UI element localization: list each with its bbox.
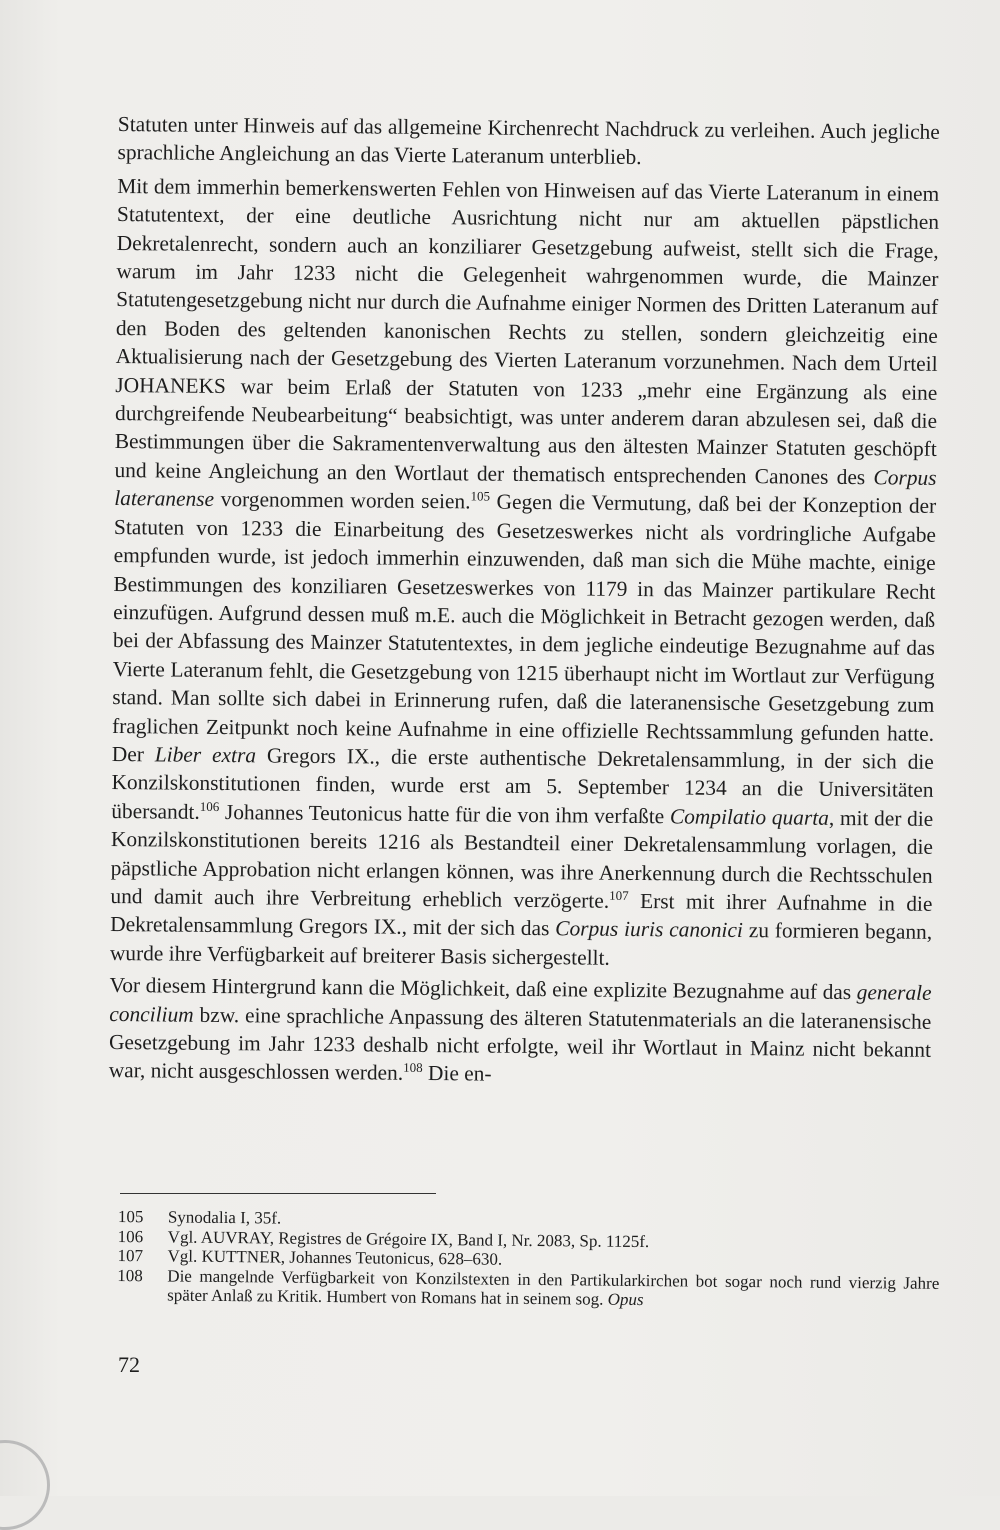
- footnote-number: 105: [117, 1207, 144, 1227]
- footnote-number: 108: [117, 1265, 143, 1285]
- italic-text: Compilatio quarta: [669, 804, 830, 830]
- text-run: Mit dem immerhin bemerkenswerten Fehlen von Hinweisen auf das Vierte Lateranum in einem Statutentext, der eine deutliche Ausrichtung nicht nur am aktuellen päpstlichen Dekretalenrecht, sondern auch an konziliarer Gesetzgebung aufweist, stellt sich die Frage, warum im Jahr 1233 nicht die Gelegenheit wahrgenommen wurde, die Mainzer Statutengesetzgebung nicht nur durch die Aufnahme einiger Normen des Dritten Lateranum auf den Boden des geltenden kanonischen Rechts zu stellen, sondern gleichzeitig eine Aktualisierung nach der Gesetzgebung des Vierten Lateranum vorzunehmen. Nach dem Urteil JOHANEKS war beim Erlaß der Statuten von 1233 „mehr eine Ergänzung als eine durchgreifende Neubearbeitung“ beabsichtigt, was unter anderem daran abzulesen sei, daß die Bestimmungen über die Sakramentenverwaltung aus den ältesten Mainzer Statuten geschöpft und keine Angleichung an den Wortlaut der thematisch entsprechenden Canones des: [114, 173, 940, 490]
- italic-text: generale concilium: [109, 980, 932, 1027]
- italic-text: Liber extra: [154, 742, 257, 768]
- footnote-ref: 107: [609, 887, 629, 903]
- footnotes: [117, 1207, 940, 1312]
- text-run: Johannes Teutonicus hatte für die von ihm verfaßte: [219, 799, 671, 829]
- text-run: vorgenommen worden seien.: [213, 487, 471, 514]
- page-number: 72: [118, 1352, 140, 1377]
- text-run: bzw. eine sprachliche Anpassung des älteren Statutenmaterials an die lateranensische Gesetzgebung im Jahr 1233 deshalb nicht erfolgte, weil ihr Wortlaut in Mainz nicht bekannt war, nicht ausgeschlossen werden.: [108, 1002, 932, 1086]
- footnote-number: 107: [117, 1245, 144, 1266]
- italic-text: Opus: [607, 1289, 644, 1310]
- text-run: Vor diesem Hintergrund kann die Möglichkeit, daß eine explizite Bezugnahme auf das: [109, 973, 857, 1005]
- paragraph: [117, 110, 940, 175]
- footnote-ref: 106: [199, 798, 220, 814]
- footnote: [117, 1265, 939, 1312]
- paragraph: [109, 971, 932, 1093]
- italic-text: Corpus lateranense: [114, 465, 937, 512]
- footnote-text: [167, 1266, 939, 1312]
- text-run: , mit der die Konzilskonstitutionen bereits 1216 als Bestandteil einer Dekretalensammlung vorlagen, die päpstliche Approbation nicht erlangen können, was ihre Anerkennung durch die Rechtsschulen und damit auch ihre Verbreitung erheblich verzögerte.: [110, 805, 934, 913]
- text-run: Statuten unter Hinweis auf das allgemeine Kirchenrecht Nachdruck zu verleihen. Auch jegliche sprachliche Angleichung an das Vierte Lateranum unterblieb.: [117, 111, 940, 170]
- text-run: Vgl. AUVRAY, Registres de Grégoire IX, Band I, Nr. 2083, Sp. 1125f.: [167, 1226, 650, 1251]
- text-run: Die mangelnde Verfügbarkeit von Konzilstexten in den Partikularkirchen bot sogar noch rund vierzig Jahre später Anlaß zu Kritik. Humbert von Romans hat in seinem sog.: [167, 1265, 940, 1309]
- text-run: Gegen die Vermutung, daß bei der Konzeption der Statuten von 1233 die Einarbeitung des Gesetzeswerkes nicht als vordringliche Aufgabe empfunden wurde, ist jedoch immerhin einzuwenden, daß man sich die Mühe machte, einige Bestimmungen des konziliaren Gesetzeswerkes von 1179 in das Mainzer partikulare Recht einzufügen. Aufgrund dessen muß m.E. auch die Möglichkeit in Betracht gezogen werden, daß bei der Abfassung des Mainzer Statutentextes, in dem jegliche eindeutige Bezugnahme auf das Vierte Lateranum fehlt, die Gesetzgebung von 1215 überhaupt nicht im Wortlaut zur Verfügung stand. Man sollte sich dabei in Erinnerung rufen, daß die lateranensische Gesetzgebung zum fraglichen Zeitpunkt noch keine Aufnahme in eine offizielle Rechtssammlung gefunden hatte. Der: [111, 489, 937, 767]
- body-text: [109, 110, 940, 1097]
- italic-text: Corpus iuris canonici: [555, 916, 744, 943]
- footnote-separator: [120, 1193, 436, 1194]
- footnote-ref: 105: [470, 488, 491, 504]
- text-run: Vgl. KUTTNER, Johannes Teutonicus, 628–630.: [167, 1246, 503, 1269]
- text-run: Gregors IX., die erste authentische Dekretalensammlung, in der sich die Konzilskonstitutionen finden, wurde erst am 5. September 1234 an die Universitäten übersandt.: [111, 743, 934, 824]
- text-run: Synodalia I, 35f.: [167, 1207, 282, 1228]
- footnote-ref: 108: [403, 1060, 423, 1076]
- binding-mark: [0, 1440, 50, 1530]
- footnote-number: 106: [117, 1226, 144, 1246]
- paragraph: [110, 172, 940, 975]
- text-run: Die en-: [422, 1061, 492, 1087]
- text-run: zu formieren begann, wurde ihre Verfügbarkeit auf breiterer Basis sichergestellt.: [109, 918, 933, 970]
- text-run: Erst mit ihrer Aufnahme in die Dekretalensammlung Gregors IX., mit der sich das: [110, 888, 933, 941]
